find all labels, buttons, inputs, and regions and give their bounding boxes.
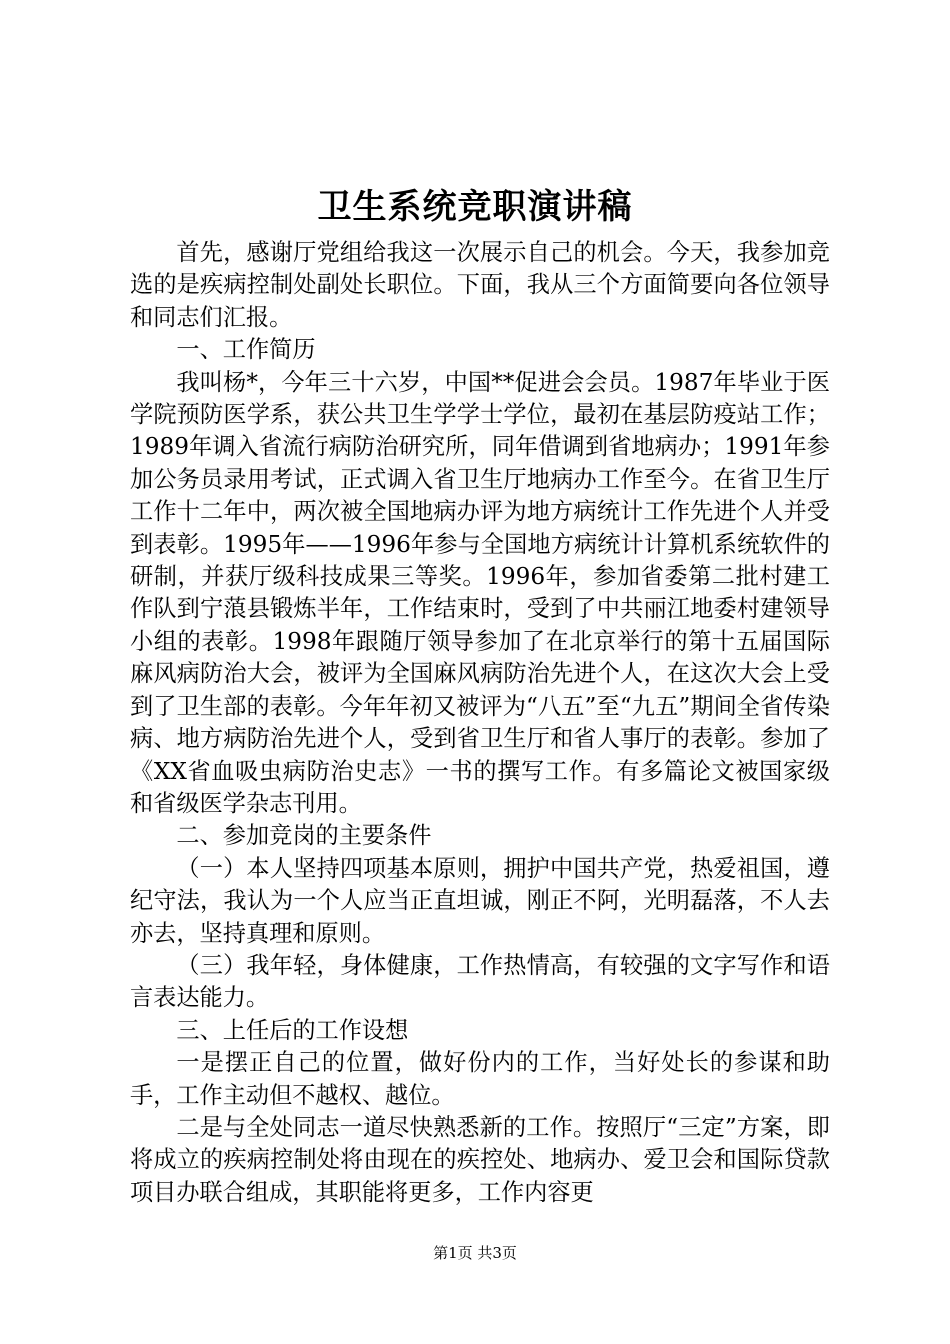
paragraph-condition-1: （一）本人坚持四项基本原则，拥护中国共产党，热爱祖国，遵纪守法，我认为一个人应当正直坦诚，刚正不阿，光明磊落，不人去亦去，坚持真理和原则。 [130,854,830,947]
section-heading-conditions: 二、参加竞岗的主要条件 [176,822,432,850]
paragraph-plan-1: 一是摆正自己的位置，做好份内的工作，当好处长的参谋和助手，工作主动但不越权、越位。 [130,1049,830,1109]
page-footer: 第1页 共3页 [433,1244,517,1262]
paragraph-condition-3: （三）我年轻，身体健康，工作热情高，有较强的文字写作和语言表达能力。 [130,951,830,1012]
paragraph-work-history: 我叫杨*，今年三十六岁，中国**促进会会员。1987年毕业于医学院预防医学系，获公共卫生学学士学位，最初在基层防疫站工作；1989年调入省流行病防治研究所，同年借调到省地病办；1991年参加公务员录用考试，正式调入省卫生厅地病办工作至今。在省卫生厅工作十二年中，两次被全国地病办评为地方病统计工作先进个人并受到表彰。1995年——1996年参与全国地方病统计计算机系统软件的研制，并获厅级科技成果三等奖。1996年，参加省委第二批村建工作队到宁蒗县锻炼半年，工作结束时，受到了中共丽江地委村建领导小组的表彰。1998年跟随厅领导参加了在北京举行的第十五届国际麻风病防治大会，被评为全国麻风病防治先进个人，在这次大会上受到了卫生部的表彰。今年年初又被评为“八五”至“九五”期间全省传染病、地方病防治先进个人，受到省卫生厅和省人事厅的表彰。参加了《XX省血吸虫病防治史志》一书的撰写工作。有多篇论文被国家级和省级医学杂志刊用。 [130,368,830,817]
document-title: 卫生系统竞职演讲稿 [317,187,633,227]
section-heading-work-history: 一、工作简历 [176,336,316,364]
paragraph-plan-2: 二是与全处同志一道尽快熟悉新的工作。按照厅“三定”方案，即将成立的疾病控制处将由现在的疾控处、地病办、爱卫会和国际贷款项目办联合组成，其职能将更多，工作内容更 [130,1113,830,1206]
paragraph-intro: 首先，感谢厅党组给我这一次展示自己的机会。今天，我参加竞选的是疾病控制处副处长职位。下面，我从三个方面简要向各位领导和同志们汇报。 [130,239,830,331]
document-body [130,237,830,1209]
section-heading-plans: 三、上任后的工作设想 [176,1016,409,1044]
